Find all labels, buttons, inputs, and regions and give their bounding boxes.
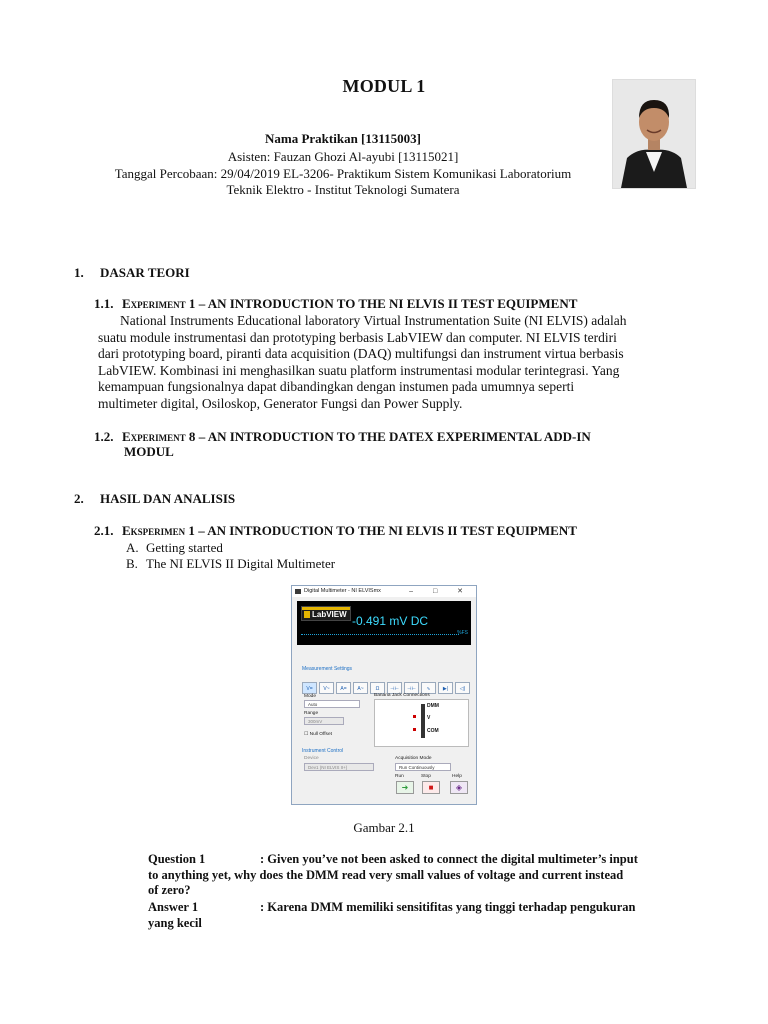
subsection-title: – AN INTRODUCTION TO THE DATEX EXPERIMENTAL ADD-IN bbox=[195, 429, 591, 444]
paragraph-line: kemampuan fungsionalnya dapat dibandingkan dengan instumen pada umumnya seperti bbox=[98, 379, 575, 395]
dc-current-button: A= bbox=[336, 682, 351, 694]
subsection-title-continued: MODUL bbox=[124, 444, 174, 459]
null-offset-label: Null Offset bbox=[309, 732, 332, 737]
capacitance-button: ⊣⊢ bbox=[387, 682, 402, 694]
inductance-button: ⊣⊢ bbox=[404, 682, 419, 694]
jack-label: COM bbox=[427, 728, 439, 734]
list-text: Getting started bbox=[146, 540, 223, 555]
subsection-2-1-heading bbox=[94, 523, 577, 539]
subsection-1-1-heading bbox=[94, 296, 577, 312]
window-title: Digital Multimeter - NI ELVISmx bbox=[304, 588, 381, 594]
mode-label: Mode bbox=[304, 694, 316, 699]
subsection-title: – AN INTRODUCTION TO THE NI ELVIS II TEST EQUIPMENT bbox=[195, 296, 578, 311]
paragraph-line: LabVIEW. Kombinasi ini menghasilkan suatu platform instrumentasi modular terintegrasi. Yang bbox=[98, 362, 620, 378]
range-label: Range bbox=[304, 711, 319, 716]
subsection-title: – AN INTRODUCTION TO THE NI ELVIS II TEST EQUIPMENT bbox=[194, 523, 577, 538]
audio-button: ◁) bbox=[455, 682, 470, 694]
mode-select: Auto bbox=[304, 700, 360, 708]
answer-block bbox=[148, 900, 696, 931]
stop-label: Stop bbox=[421, 774, 431, 779]
institution: Teknik Elektro - Institut Teknologi Sumatera bbox=[226, 182, 460, 197]
paragraph-line: multimeter digital, Osiloskop, Generator Fungsi dan Power Supply. bbox=[98, 395, 463, 411]
acquisition-mode-label: Acquisition Mode bbox=[395, 756, 432, 761]
subsection-1-2-heading bbox=[94, 429, 694, 459]
jack-label: DMM bbox=[427, 703, 439, 709]
answer-label: Answer 1 bbox=[148, 900, 199, 914]
section-title: DASAR TEORI bbox=[100, 265, 190, 280]
diode-button: ▶| bbox=[438, 682, 453, 694]
answer-text: yang kecil bbox=[148, 915, 202, 930]
dmm-window-screenshot bbox=[291, 585, 477, 805]
range-select: 300mV bbox=[304, 717, 344, 725]
run-label: Run bbox=[395, 774, 404, 779]
subsection-label: Experiment 8 bbox=[122, 429, 196, 444]
jack-label: V bbox=[427, 715, 431, 721]
figure-caption: Gambar 2.1 bbox=[353, 820, 415, 835]
window-title-bar bbox=[292, 586, 476, 597]
question-text: to anything yet, why does the DMM read very small values of voltage and current instead bbox=[148, 867, 624, 882]
list-text: The NI ELVIS II Digital Multimeter bbox=[146, 556, 336, 571]
portrait-image bbox=[613, 80, 695, 188]
device-select: Dev1 (NI ELVIS II+) bbox=[304, 763, 374, 771]
section-title: HASIL DAN ANALISIS bbox=[100, 491, 236, 506]
question-text: of zero? bbox=[148, 883, 191, 897]
continuity-button: ∿ bbox=[421, 682, 436, 694]
paragraph-line: National Instruments Educational laboratory Virtual Instrumentation Suite (NI ELVIS) adalah bbox=[120, 313, 627, 328]
run-button: ➜ bbox=[396, 781, 414, 794]
dmm-reading: -0.491 mV DC bbox=[352, 614, 429, 628]
help-button: ◈ bbox=[450, 781, 468, 794]
subsection-number: 1.1. bbox=[94, 296, 114, 311]
banana-jack-diagram bbox=[374, 699, 469, 747]
ac-voltage-button: V~ bbox=[319, 682, 334, 694]
section-number: 1. bbox=[74, 265, 84, 280]
measurement-settings-label: Measurement Settings bbox=[302, 666, 353, 672]
question-label: Question 1 bbox=[148, 852, 206, 866]
device-label: Device bbox=[304, 756, 319, 761]
assistant-name: Asisten: Fauzan Ghozi Al-ayubi [13115021] bbox=[227, 149, 459, 164]
student-name: Nama Praktikan [13115003] bbox=[265, 131, 421, 146]
question-text: : Given you’ve not been asked to connect the digital multimeter’s input bbox=[260, 852, 638, 866]
app-icon bbox=[295, 589, 301, 594]
list-item bbox=[126, 540, 223, 555]
subsection-number: 1.2. bbox=[94, 429, 114, 444]
logo-text: LabVIEW bbox=[312, 610, 347, 619]
experiment-date: Tanggal Percobaan: 29/04/2019 EL-3206- Praktikum Sistem Komunikasi Laboratorium bbox=[114, 166, 572, 181]
labview-logo bbox=[301, 606, 351, 621]
acquisition-mode-select: Run Continuously bbox=[395, 763, 451, 771]
section-1-heading bbox=[74, 265, 190, 281]
subsection-number: 2.1. bbox=[94, 523, 114, 538]
null-offset-checkbox: ☐ Null Offset bbox=[304, 732, 332, 737]
answer-text: : Karena DMM memiliki sensitifitas yang tinggi terhadap pengukuran bbox=[260, 900, 636, 914]
scale-bar bbox=[301, 634, 459, 638]
list-item bbox=[126, 556, 335, 571]
resistance-button: Ω bbox=[370, 682, 385, 694]
list-letter: B. bbox=[126, 556, 138, 571]
paragraph-line: suatu module instrumentasi dan prototyping berbasis LabVIEW dan computer. NI ELVIS terdiri bbox=[98, 329, 617, 345]
list-letter: A. bbox=[126, 540, 139, 555]
ac-current-button: A~ bbox=[353, 682, 368, 694]
help-label: Help bbox=[452, 774, 462, 779]
subsection-label: Experiment 1 bbox=[122, 296, 196, 311]
dc-voltage-button: V= bbox=[302, 682, 317, 694]
section-2-heading bbox=[74, 491, 235, 507]
stop-button: ■ bbox=[422, 781, 440, 794]
theory-paragraph bbox=[98, 313, 696, 413]
question-block bbox=[148, 852, 696, 899]
window-controls: – □ ✕ bbox=[409, 588, 472, 595]
instrument-control-label: Instrument Control bbox=[302, 748, 344, 754]
student-photo bbox=[612, 79, 696, 189]
dmm-display bbox=[297, 601, 471, 645]
subsection-label: Eksperimen 1 bbox=[122, 523, 195, 538]
scale-label: %FS bbox=[457, 630, 468, 636]
section-number: 2. bbox=[74, 491, 84, 506]
paragraph-line: dari prototyping board, piranti data acquisition (DAQ) multifungsi dan instrument virtua berbasis bbox=[98, 346, 624, 362]
banana-jack-label: Banana Jack Connections bbox=[374, 693, 430, 698]
page-title: MODUL 1 bbox=[342, 76, 426, 96]
